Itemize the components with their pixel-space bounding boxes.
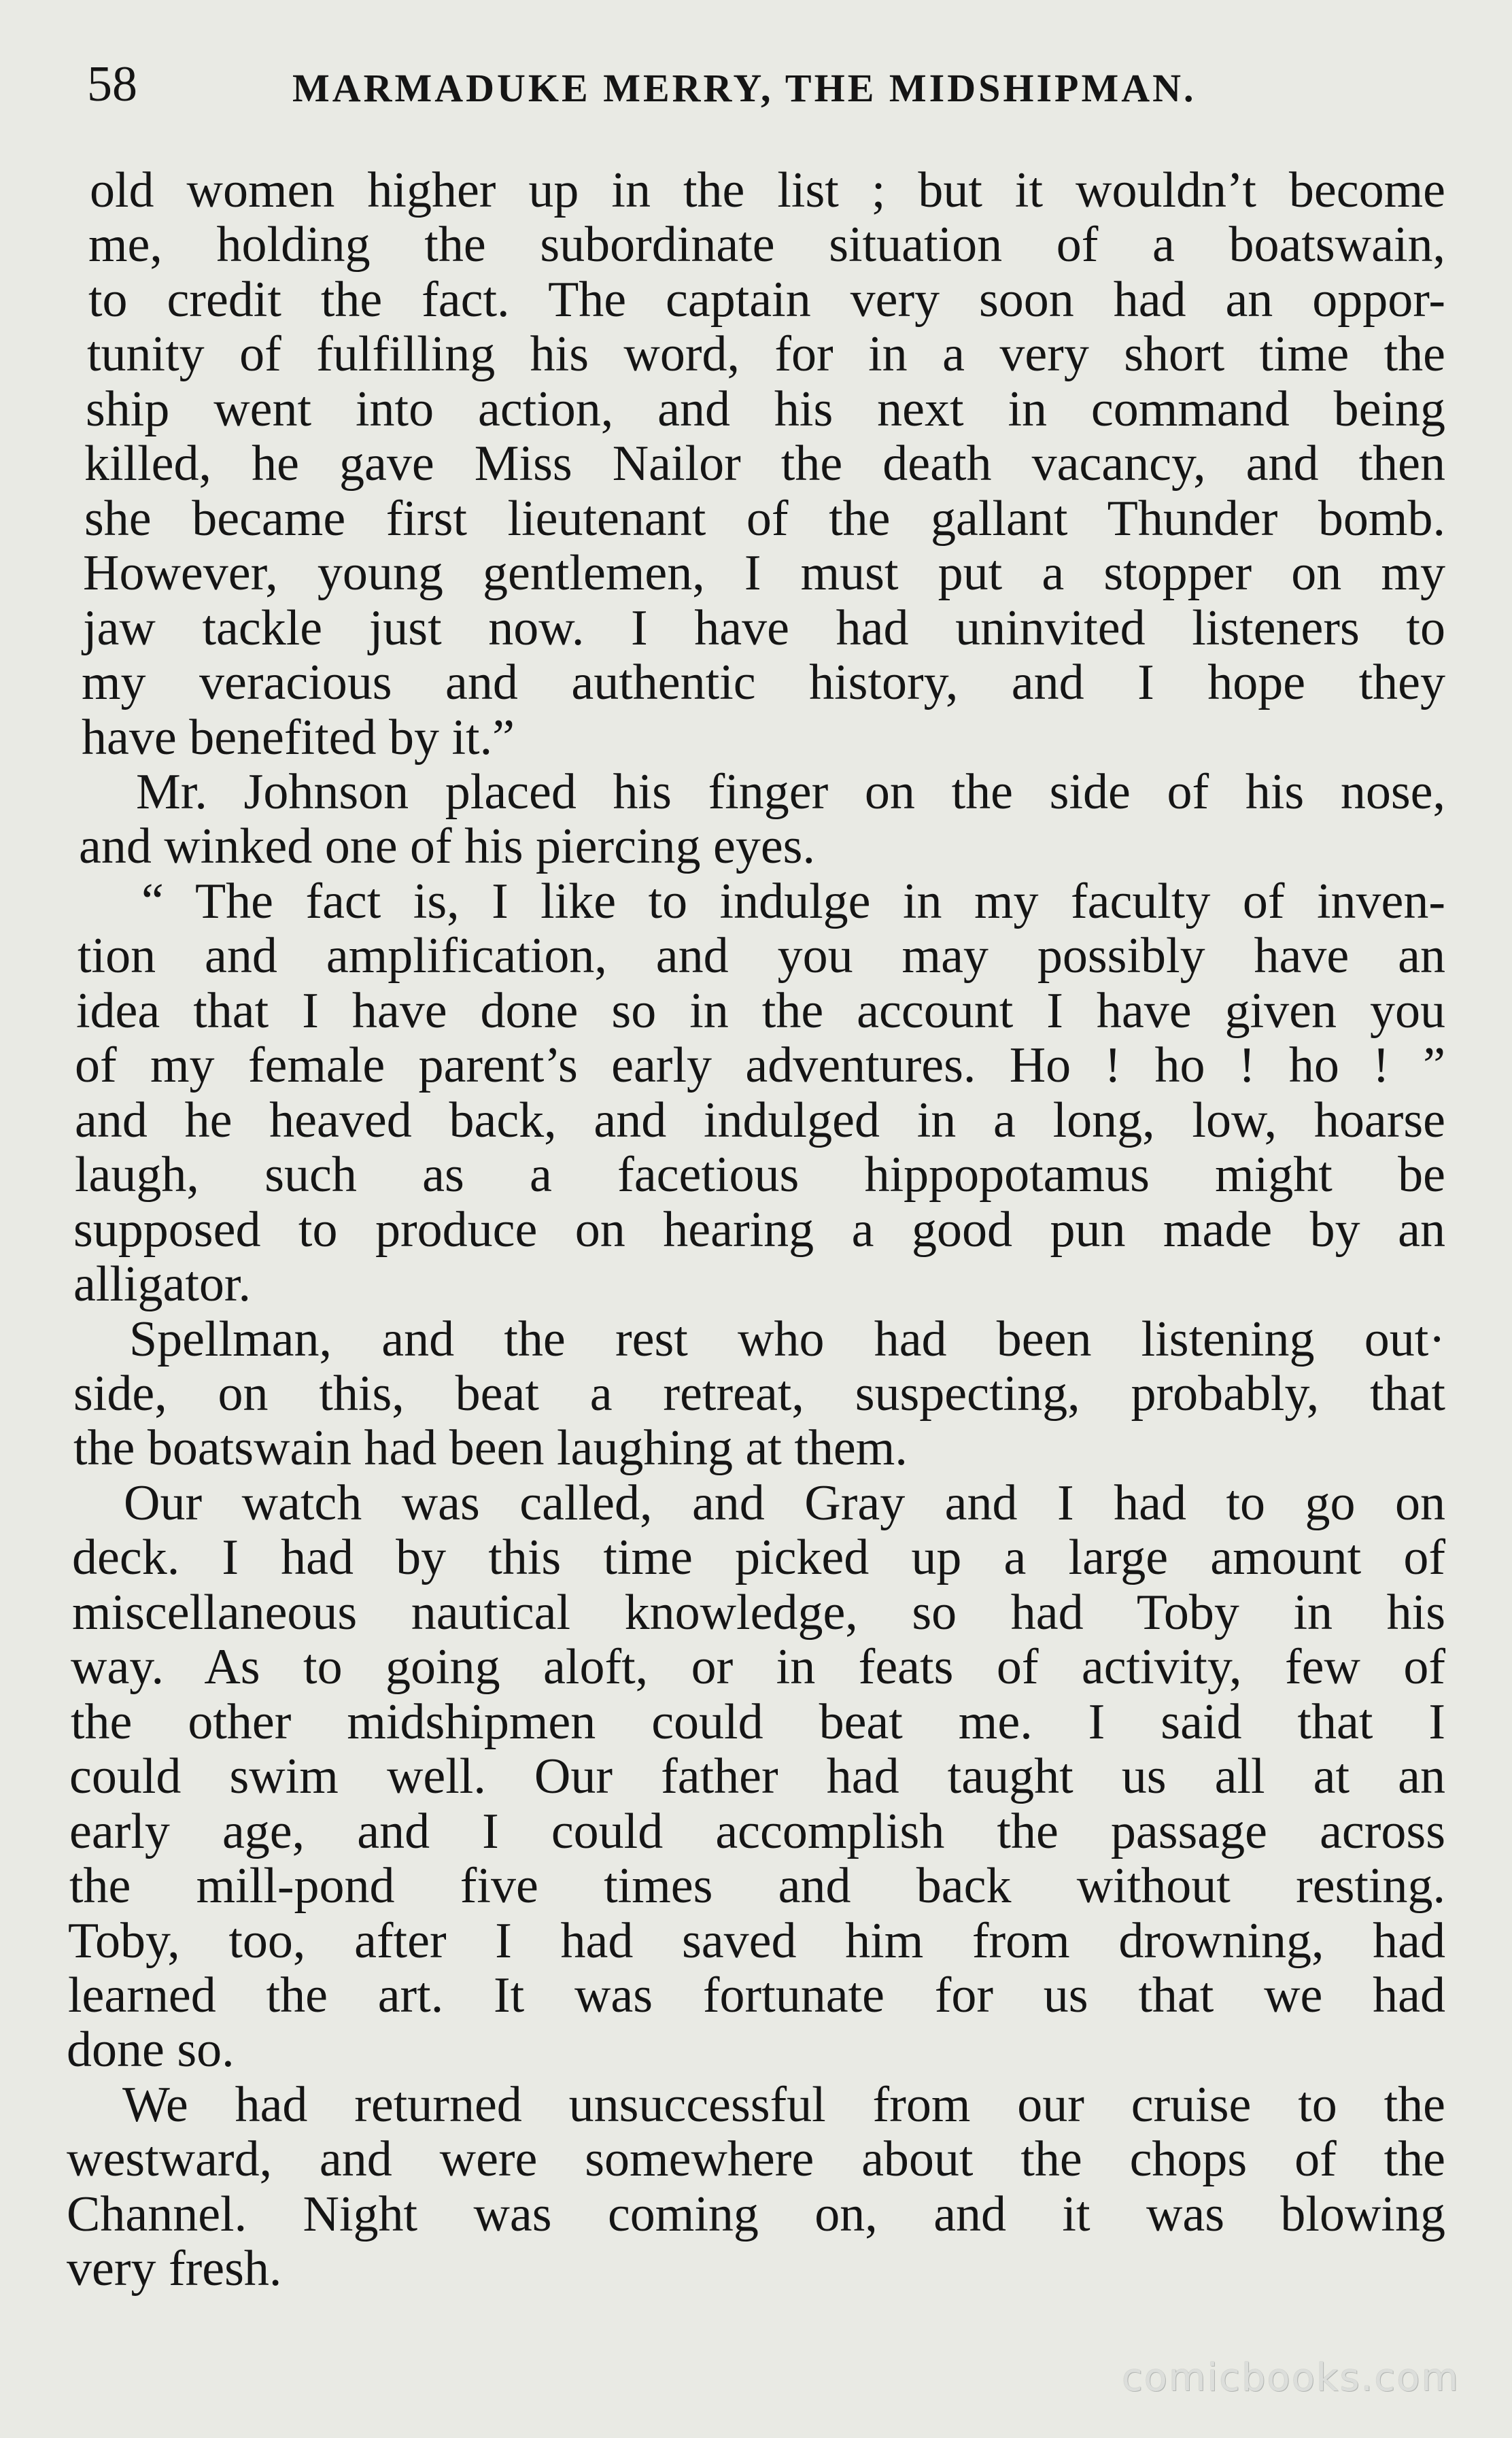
text-line: she became first lieutenant of the gallant Thunder bomb. — [84, 490, 1445, 547]
text-line: early age, and I could accomplish the passage across — [69, 1803, 1445, 1859]
text-line: Channel. Night was coming on, and it was blowing — [67, 2186, 1445, 2242]
text-line: Toby, too, after I had saved him from drowning, had — [68, 1912, 1445, 1969]
text-line: could swim well. Our father had taught us all at an — [69, 1749, 1445, 1805]
text-line: of my female parent’s early adventures. Ho ! ho ! ho ! ” — [75, 1037, 1445, 1094]
text-line: the mill-pond five times and back without resting. — [69, 1858, 1445, 1915]
text-line: and he heaved back, and indulged in a long, low, hoarse — [75, 1092, 1445, 1148]
text-line: supposed to produce on hearing a good pun made by an — [73, 1201, 1445, 1258]
running-title: MARMADUKE MERRY, THE MIDSHIPMAN. — [292, 66, 1197, 110]
text-line: very fresh. — [67, 2241, 282, 2297]
text-line: the boatswain had been laughing at them. — [73, 1420, 908, 1477]
text-line: jaw tackle just now. I have had uninvited listeners to — [83, 600, 1445, 656]
text-line: to credit the fact. The captain very soon had an oppor- — [88, 271, 1445, 328]
text-line: We had returned unsuccessful from our cruise to the — [122, 2076, 1445, 2133]
text-line: miscellaneous nautical knowledge, so had Toby in his — [72, 1584, 1445, 1641]
text-line: done so. — [67, 2022, 235, 2078]
text-line: side, on this, beat a retreat, suspecting, probably, that — [73, 1365, 1445, 1422]
text-line: westward, and were somewhere about the chops of the — [67, 2131, 1445, 2188]
text-line: Our watch was called, and Gray and I had to go on — [124, 1475, 1445, 1531]
text-line: tion and amplification, and you may possibly have an — [78, 928, 1445, 984]
text-line: alligator. — [73, 1256, 251, 1313]
text-line: my veracious and authentic history, and I hope they — [82, 655, 1445, 711]
text-line: idea that I have done so in the account I have given you — [76, 982, 1445, 1039]
text-line: the other midshipmen could beat me. I said that I — [71, 1694, 1445, 1750]
text-line: However, young gentlemen, I must put a stopper on my — [83, 545, 1445, 602]
page-header — [82, 48, 1333, 129]
text-line: ship went into action, and his next in command being — [86, 381, 1445, 437]
text-line: “ The fact is, I like to indulge in my faculty of inven- — [141, 873, 1445, 929]
text-line: laugh, such as a facetious hippopotamus might be — [75, 1147, 1445, 1203]
text-line: tunity of fulfilling his word, for in a very short time the — [87, 326, 1445, 383]
text-line: and winked one of his piercing eyes. — [79, 819, 815, 875]
page-number: 58 — [87, 56, 137, 112]
watermark-text: comicbooks.com — [1122, 2356, 1460, 2400]
text-line: learned the art. It was fortunate for us that we had — [68, 1967, 1445, 2023]
text-line: way. As to going aloft, or in feats of activity, few of — [71, 1639, 1445, 1696]
text-line: me, holding the subordinate situation of a boatswain, — [88, 217, 1445, 273]
text-line: have benefited by it.” — [82, 709, 515, 766]
text-line: Spellman, and the rest who had been listening out· — [129, 1311, 1445, 1367]
text-line: deck. I had by this time picked up a large amount of — [72, 1530, 1445, 1586]
text-line: old women higher up in the list ; but it wouldn’t become — [90, 162, 1445, 218]
text-line: killed, he gave Miss Nailor the death vacancy, and then — [84, 436, 1445, 492]
body-text — [67, 163, 1445, 2297]
text-line: Mr. Johnson placed his finger on the side of his nose, — [136, 763, 1445, 820]
